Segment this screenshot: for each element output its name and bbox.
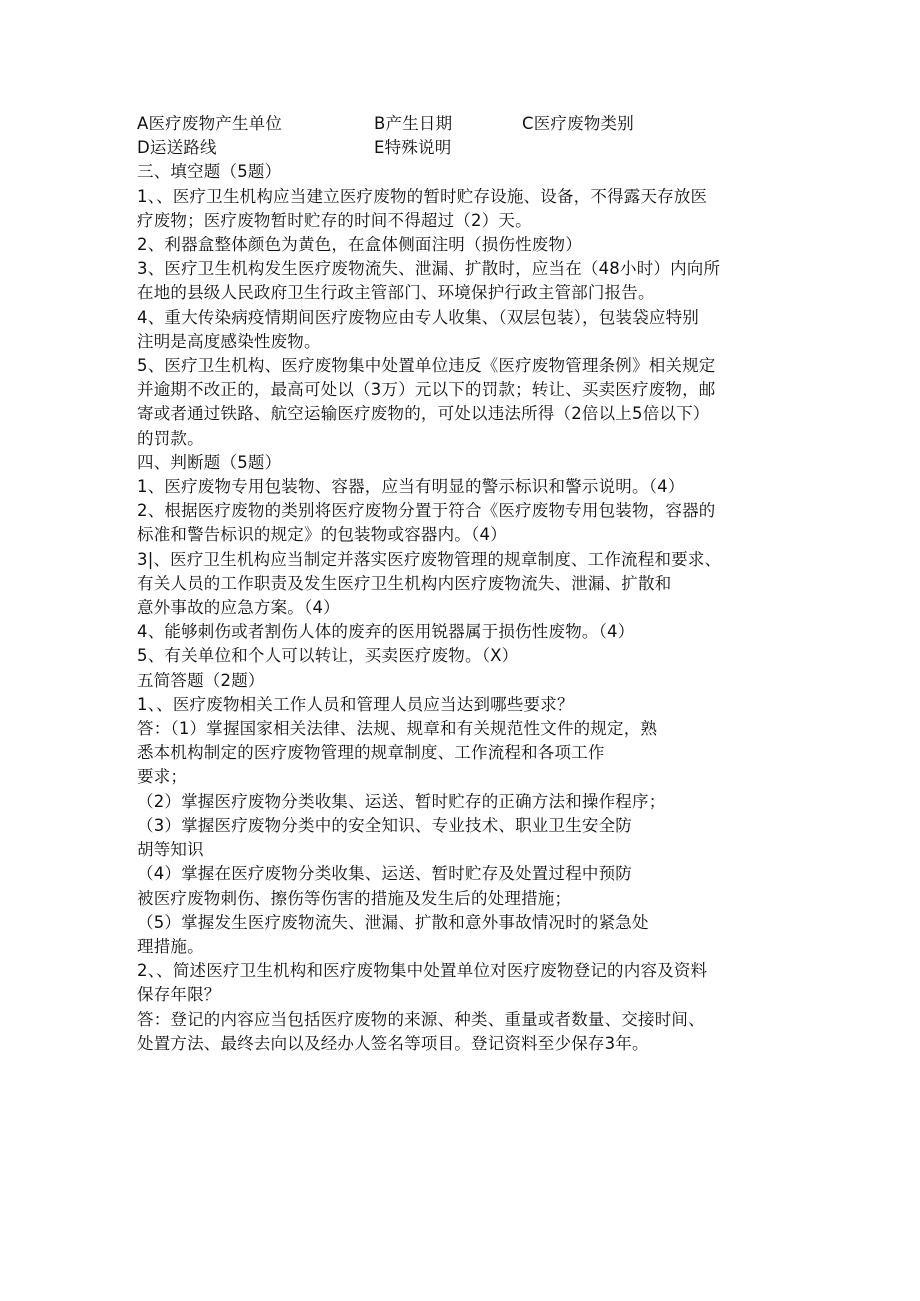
text-line: 注明是高度感染性废物。	[137, 331, 321, 351]
text-line: 2、根据医疗废物的类别将医疗废物分置于符合《医疗废物专用包装物，容器的	[137, 501, 716, 521]
text-line: 四、判断题（5题）	[137, 452, 282, 472]
text-line: （2）掌握医疗废物分类收集、运送、暂时贮存的正确方法和操作程序；	[137, 791, 666, 811]
text-line: 4、重大传染病疫情期间医疗废物应由专人收集、（双层包装），包装袋应特别	[137, 307, 699, 327]
text-line: 疗废物；医疗废物暂时贮存的时间不得超过（2）天。	[137, 210, 532, 230]
text-line: 在地的县级人民政府卫生行政主管部门、环境保护行政主管部门报告。	[137, 283, 655, 303]
text-line: 1、、医疗废物相关工作人员和管理人员应当达到哪些要求？	[137, 694, 574, 714]
text-line: 答：（1）掌握国家相关法律、法规、规章和有关规范性文件的规定，熟	[137, 719, 658, 739]
text-line: 5、有关单位和个人可以转让，买卖医疗废物。（X）	[137, 646, 519, 666]
text-line: 4、能够刺伤或者割伤人体的废弃的医用锐器属于损伤性废物。（4）	[137, 622, 635, 642]
text-line: 寄或者通过铁路、航空运输医疗废物的，可处以违法所得（2倍以上5倍以下）	[137, 404, 710, 424]
text-line: 2、、简述医疗卫生机构和医疗废物集中处置单位对医疗废物登记的内容及资料	[137, 961, 708, 981]
text-line: 答：登记的内容应当包括医疗废物的来源、种类、重量或者数量、交接时间、	[137, 1009, 705, 1029]
text-lines	[137, 160, 797, 1056]
text-line: 五简答题（2题）	[137, 670, 265, 690]
text-line: 1、、医疗卫生机构应当建立医疗废物的暂时贮存设施、设备，不得露天存放医	[137, 186, 708, 206]
text-line: 并逾期不改正的，最高可处以（3万）元以下的罚款；转让、买卖医疗废物，邮	[137, 380, 716, 400]
text-line: 理措施。	[137, 936, 204, 956]
document-body	[137, 112, 797, 1056]
text-line: 处置方法、最终去向以及经办人签名等项目。登记资料至少保存3年。	[137, 1033, 649, 1053]
text-line: 3、医疗卫生机构发生医疗废物流失、泄漏、扩散时，应当在（48小时）内向所	[137, 259, 721, 279]
text-line: 要求；	[137, 767, 188, 787]
text-line: 意外事故的应急方案。（4）	[137, 598, 340, 618]
text-line: 三、填空题（5题）	[137, 162, 282, 182]
text-line: 3|、医疗卫生机构应当制定并落实医疗废物管理的规章制度、工作流程和要求、	[137, 549, 722, 569]
text-line: 标准和警告标识的规定》的包装物或容器内。（4）	[137, 525, 507, 545]
text-line: 被医疗废物刺伤、擦伤等伤害的措施及发生后的处理措施；	[137, 888, 572, 908]
option-b: B产生日期	[374, 114, 453, 133]
text-line: 2、利器盒整体颜色为黄色，在盒体侧面注明（损伤性废物）	[137, 235, 582, 255]
text-line: 胡等知识	[137, 840, 204, 860]
option-c: C医疗废物类别	[522, 114, 634, 133]
option-d: D运送路线	[137, 138, 217, 158]
text-line: 的罚款。	[137, 428, 204, 448]
text-line: 悉本机构制定的医疗废物管理的规章制度、工作流程和各项工作	[137, 743, 605, 763]
text-line: 保存年限？	[137, 985, 221, 1005]
option-a: A医疗废物产生单位	[137, 114, 283, 133]
text-line: 有关人员的工作职责及发生医疗卫生机构内医疗废物流失、泄漏、扩散和	[137, 573, 672, 593]
options-row-2	[137, 136, 797, 160]
text-line: （3）掌握医疗废物分类中的安全知识、专业技术、职业卫生安全防	[137, 815, 632, 835]
text-line: 1、医疗废物专用包装物、容器，应当有明显的警示标识和警示说明。（4）	[137, 477, 685, 497]
option-e: E特殊说明	[374, 138, 452, 158]
text-line: 5、医疗卫生机构、医疗废物集中处置单位违反《医疗废物管理条例》相关规定	[137, 356, 716, 376]
options-row-1	[137, 112, 797, 136]
text-line: （5）掌握发生医疗废物流失、泄漏、扩散和意外事故情况时的紧急处	[137, 912, 649, 932]
text-line: （4）掌握在医疗废物分类收集、运送、暂时贮存及处置过程中预防	[137, 864, 632, 884]
